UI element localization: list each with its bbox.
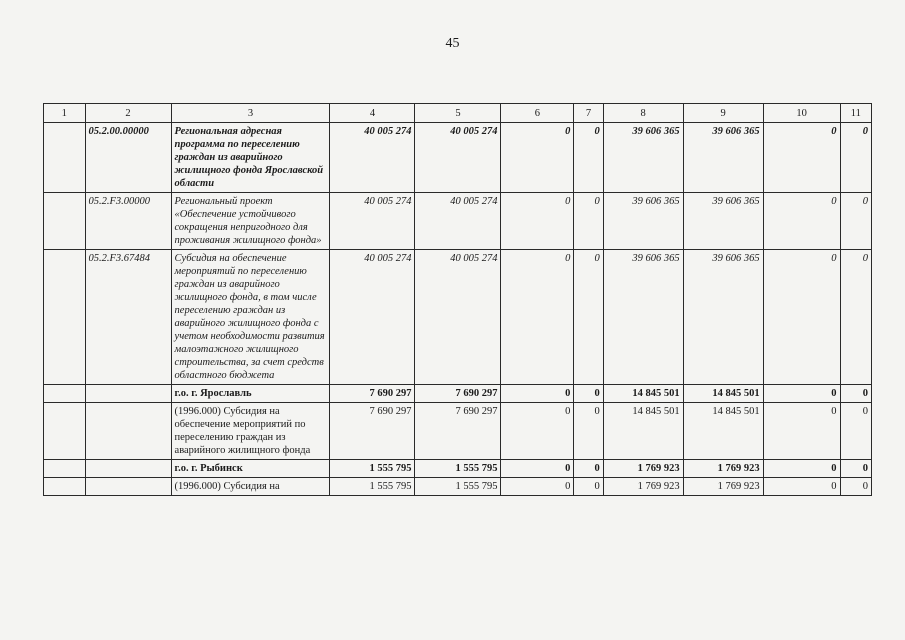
value-cell-col11: 0 [840, 250, 871, 385]
value-cell-col7: 0 [574, 403, 603, 460]
name-cell: г.о. г. Рыбинск [171, 460, 330, 478]
value-cell-col10: 0 [763, 478, 840, 496]
row-index-cell [44, 403, 86, 460]
column-header: 3 [171, 104, 330, 123]
column-header: 11 [840, 104, 871, 123]
value-cell-col4: 40 005 274 [330, 123, 415, 193]
name-cell: Региональная адресная программа по переселению граждан из аварийного жилищного фонда Ярославской области [171, 123, 330, 193]
column-header: 9 [683, 104, 763, 123]
value-cell-col4: 7 690 297 [330, 385, 415, 403]
value-cell-col9: 39 606 365 [683, 193, 763, 250]
row-index-cell [44, 123, 86, 193]
value-cell-col10: 0 [763, 460, 840, 478]
name-cell: (1996.000) Субсидия на [171, 478, 330, 496]
row-index-cell [44, 250, 86, 385]
row-index-cell [44, 385, 86, 403]
row-index-cell [44, 478, 86, 496]
name-cell: г.о. г. Ярославль [171, 385, 330, 403]
value-cell-col7: 0 [574, 193, 603, 250]
value-cell-col4: 7 690 297 [330, 403, 415, 460]
code-cell [85, 385, 171, 403]
value-cell-col5: 7 690 297 [415, 403, 501, 460]
column-header: 2 [85, 104, 171, 123]
value-cell-col9: 14 845 501 [683, 403, 763, 460]
value-cell-col10: 0 [763, 403, 840, 460]
code-cell [85, 403, 171, 460]
value-cell-col8: 1 769 923 [603, 478, 683, 496]
value-cell-col5: 40 005 274 [415, 123, 501, 193]
table-row [44, 123, 872, 193]
value-cell-col6: 0 [501, 478, 574, 496]
column-header: 8 [603, 104, 683, 123]
value-cell-col6: 0 [501, 123, 574, 193]
value-cell-col10: 0 [763, 193, 840, 250]
value-cell-col5: 1 555 795 [415, 460, 501, 478]
value-cell-col11: 0 [840, 193, 871, 250]
value-cell-col7: 0 [574, 460, 603, 478]
value-cell-col9: 1 769 923 [683, 460, 763, 478]
value-cell-col6: 0 [501, 250, 574, 385]
row-index-cell [44, 193, 86, 250]
value-cell-col9: 1 769 923 [683, 478, 763, 496]
value-cell-col8: 39 606 365 [603, 193, 683, 250]
value-cell-col8: 1 769 923 [603, 460, 683, 478]
value-cell-col9: 39 606 365 [683, 250, 763, 385]
value-cell-col6: 0 [501, 193, 574, 250]
code-cell [85, 478, 171, 496]
value-cell-col4: 40 005 274 [330, 193, 415, 250]
value-cell-col8: 14 845 501 [603, 403, 683, 460]
value-cell-col6: 0 [501, 460, 574, 478]
value-cell-col7: 0 [574, 478, 603, 496]
value-cell-col11: 0 [840, 385, 871, 403]
code-cell: 05.2.F3.67484 [85, 250, 171, 385]
value-cell-col7: 0 [574, 385, 603, 403]
value-cell-col7: 0 [574, 250, 603, 385]
column-header: 6 [501, 104, 574, 123]
column-header: 10 [763, 104, 840, 123]
column-header: 5 [415, 104, 501, 123]
value-cell-col9: 14 845 501 [683, 385, 763, 403]
table-row [44, 478, 872, 496]
value-cell-col11: 0 [840, 460, 871, 478]
value-cell-col10: 0 [763, 385, 840, 403]
value-cell-col11: 0 [840, 478, 871, 496]
value-cell-col9: 39 606 365 [683, 123, 763, 193]
page-number: 45 [445, 36, 460, 51]
table-row [44, 403, 872, 460]
column-header: 1 [44, 104, 86, 123]
value-cell-col8: 39 606 365 [603, 123, 683, 193]
column-header: 4 [330, 104, 415, 123]
code-cell: 05.2.F3.00000 [85, 193, 171, 250]
value-cell-col5: 1 555 795 [415, 478, 501, 496]
budget-table [43, 103, 872, 496]
value-cell-col4: 1 555 795 [330, 460, 415, 478]
value-cell-col10: 0 [763, 250, 840, 385]
value-cell-col6: 0 [501, 385, 574, 403]
code-cell: 05.2.00.00000 [85, 123, 171, 193]
value-cell-col4: 1 555 795 [330, 478, 415, 496]
value-cell-col7: 0 [574, 123, 603, 193]
column-header: 7 [574, 104, 603, 123]
value-cell-col11: 0 [840, 403, 871, 460]
value-cell-col8: 14 845 501 [603, 385, 683, 403]
name-cell: (1996.000) Субсидия на обеспечение мероприятий по переселению граждан из аварийного жилищного фонда [171, 403, 330, 460]
header-row [44, 104, 872, 123]
table-row [44, 460, 872, 478]
row-index-cell [44, 460, 86, 478]
value-cell-col4: 40 005 274 [330, 250, 415, 385]
value-cell-col6: 0 [501, 403, 574, 460]
value-cell-col5: 40 005 274 [415, 193, 501, 250]
value-cell-col10: 0 [763, 123, 840, 193]
value-cell-col11: 0 [840, 123, 871, 193]
code-cell [85, 460, 171, 478]
value-cell-col8: 39 606 365 [603, 250, 683, 385]
value-cell-col5: 7 690 297 [415, 385, 501, 403]
name-cell: Региональный проект «Обеспечение устойчивого сокращения непригодного для проживания жилищного фонда» [171, 193, 330, 250]
table-row [44, 193, 872, 250]
table-row [44, 385, 872, 403]
table-row [44, 250, 872, 385]
name-cell: Субсидия на обеспечение мероприятий по переселению граждан из аварийного жилищного фонда, в том числе переселению граждан из аварийного жилищного фонда с учетом необходимости развития малоэтажного жилищного строительства, за счет средств областного бюджета [171, 250, 330, 385]
value-cell-col5: 40 005 274 [415, 250, 501, 385]
